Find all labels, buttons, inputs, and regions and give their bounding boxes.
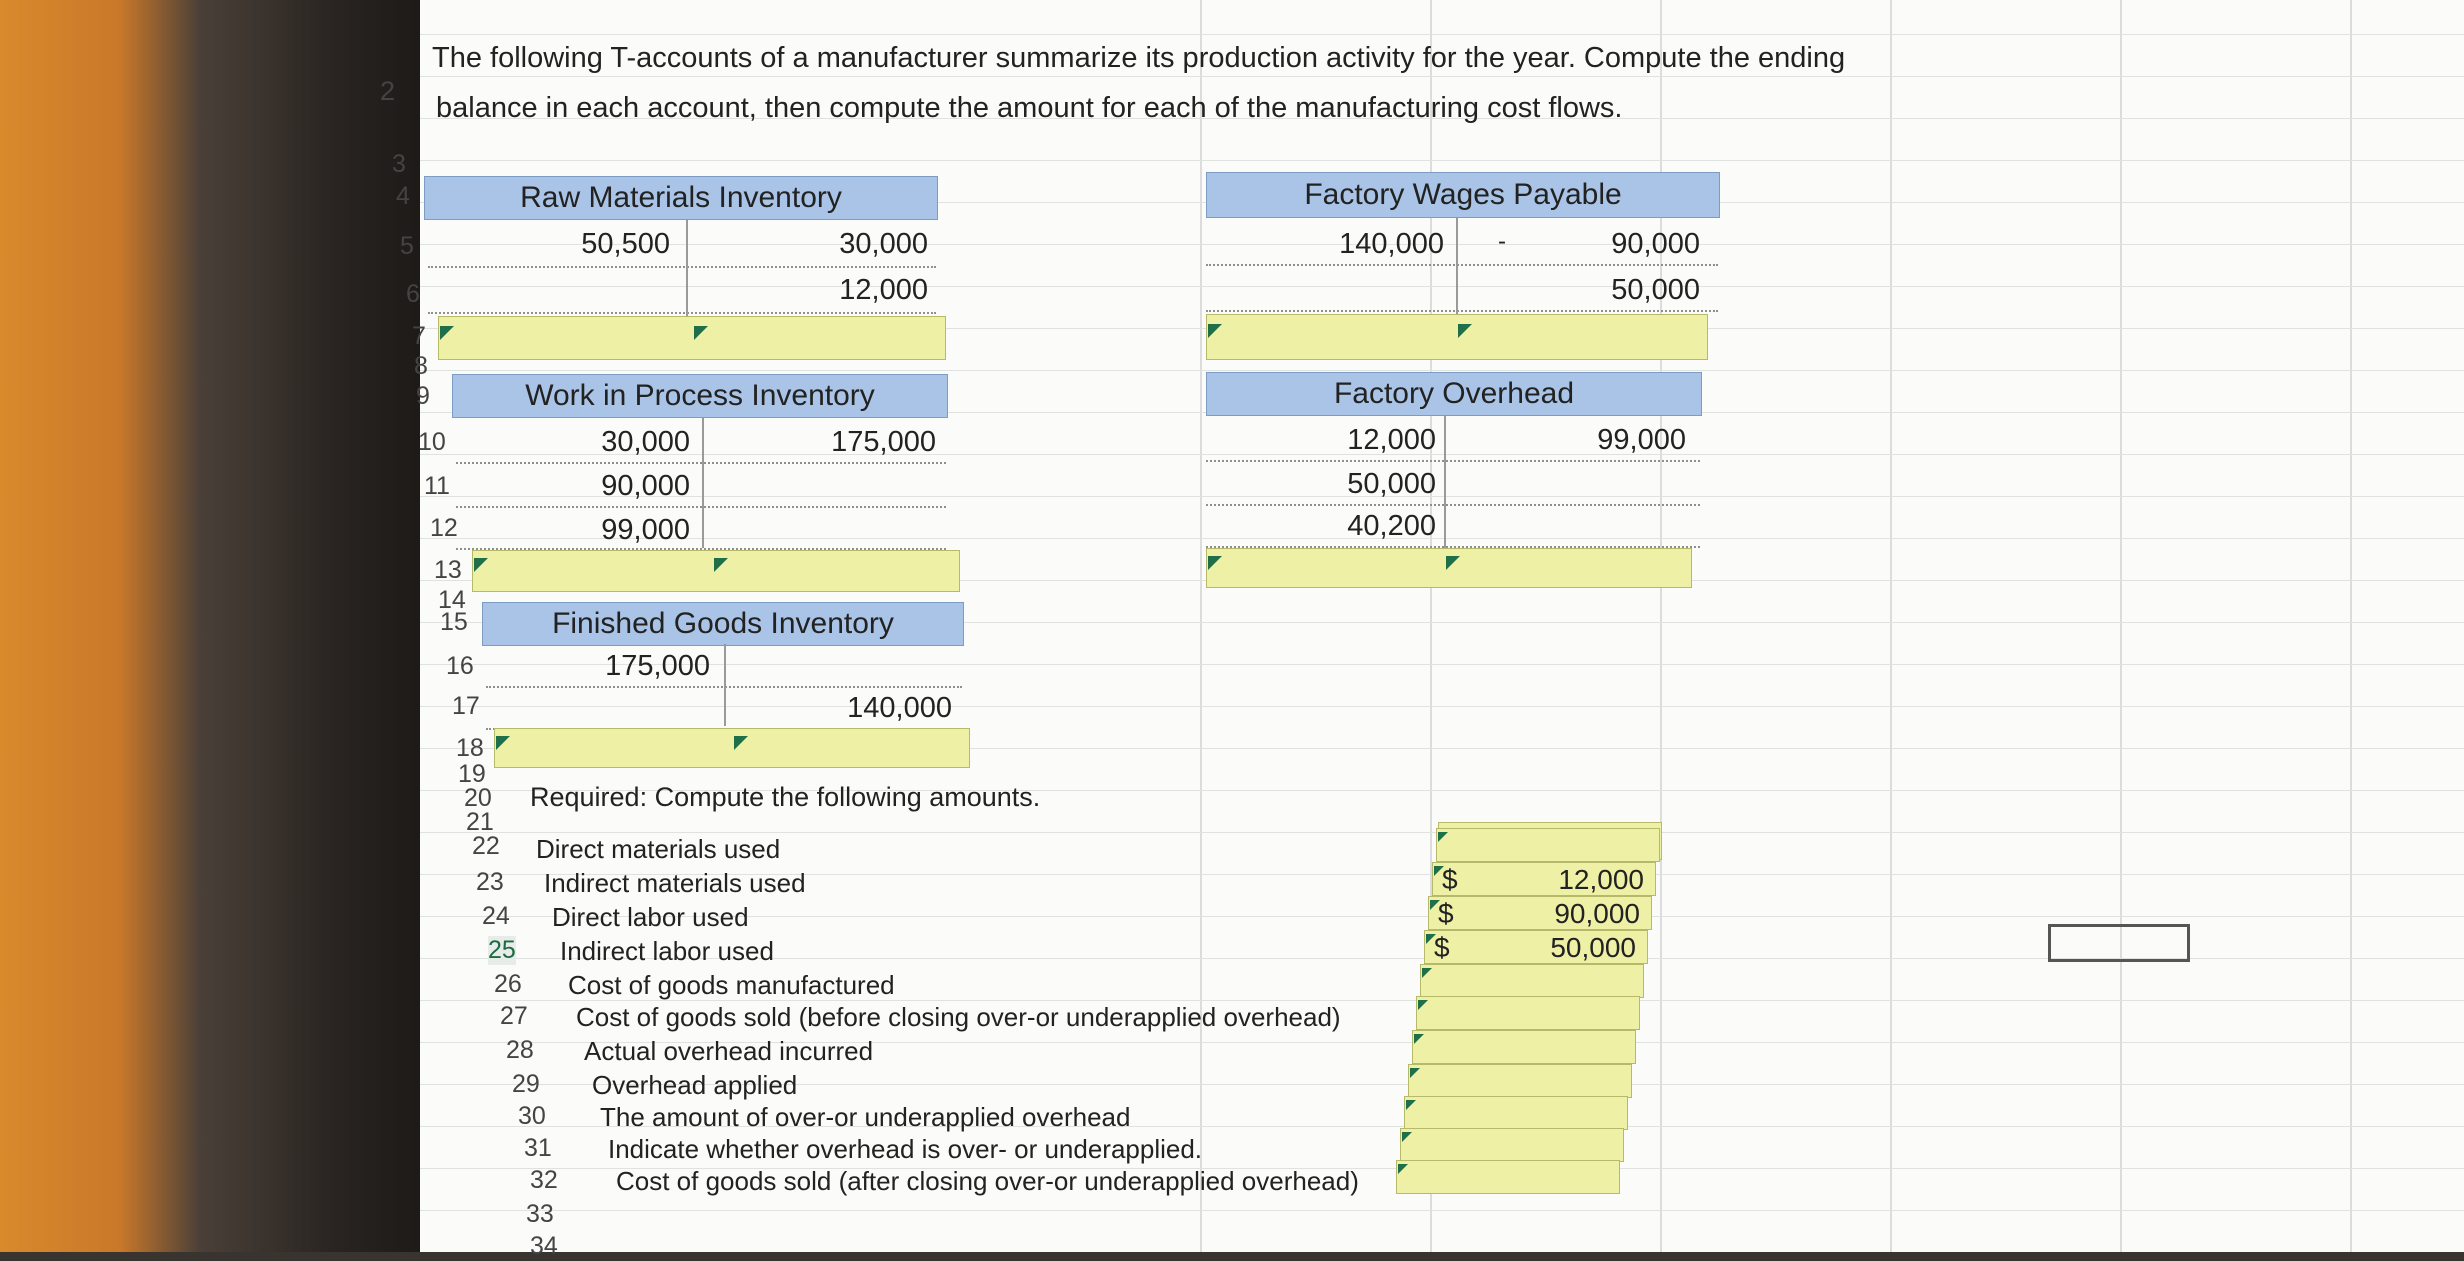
raw-materials-credit[interactable]: 30,000 [839, 228, 928, 260]
factory-wages-ending-balance[interactable] [1206, 314, 1708, 360]
row-number: 27 [500, 1002, 528, 1030]
wip-credit[interactable]: 175,000 [831, 426, 936, 458]
required-item-label: Cost of goods manufactured [568, 970, 895, 1000]
answer-cell[interactable] [1408, 1064, 1632, 1098]
raw-materials-credit[interactable]: 12,000 [839, 274, 928, 306]
row-number: 30 [518, 1102, 546, 1130]
currency-symbol: $ [1438, 898, 1454, 929]
required-item-label: Indicate whether overhead is over- or underapplied. [608, 1134, 1203, 1164]
row-number: 7 [412, 322, 426, 350]
row-number: 18 [456, 734, 484, 762]
factory-overhead-credit[interactable]: 99,000 [1597, 424, 1686, 456]
row-number: 21 [466, 808, 494, 836]
row-number: 24 [482, 902, 510, 930]
comment-marker-icon [694, 326, 708, 340]
row-number: 13 [434, 556, 462, 584]
comment-marker-icon [1208, 324, 1222, 338]
finished-goods-debit[interactable]: 175,000 [605, 650, 710, 682]
row-number: 2 [380, 76, 396, 106]
required-item-label: Direct labor used [552, 902, 749, 932]
answer-cell[interactable] [1404, 1096, 1628, 1130]
t-account-divider [702, 418, 704, 548]
answer-cell[interactable] [1396, 1160, 1620, 1194]
raw-materials-ending-balance[interactable] [438, 316, 946, 360]
comment-marker-icon [1406, 1100, 1416, 1110]
comment-marker-icon [1438, 832, 1448, 842]
wip-header[interactable]: Work in Process Inventory [452, 374, 948, 418]
factory-wages-header[interactable]: Factory Wages Payable [1206, 172, 1720, 218]
row-number: 16 [446, 652, 474, 680]
comment-marker-icon [734, 736, 748, 750]
comment-marker-icon [714, 558, 728, 572]
t-account-divider [724, 644, 726, 726]
answer-value[interactable]: 50,000 [1550, 932, 1636, 963]
required-item-label: Cost of goods sold (before closing over-or underapplied overhead) [576, 1002, 1341, 1032]
row-number: 4 [396, 182, 410, 210]
factory-wages-credit[interactable]: 50,000 [1611, 274, 1700, 306]
row-number: 29 [512, 1070, 540, 1098]
row-number: 11 [424, 472, 450, 500]
required-item-label: Cost of goods sold (after closing over-or underapplied overhead) [616, 1166, 1359, 1196]
wip-debit[interactable]: 99,000 [601, 514, 690, 546]
row-number: 26 [494, 970, 522, 998]
wip-debit[interactable]: 90,000 [601, 470, 690, 502]
comment-marker-icon [1458, 324, 1472, 338]
answer-cell[interactable] [1416, 996, 1640, 1030]
row-number: 9 [416, 382, 430, 410]
comment-marker-icon [1402, 1132, 1412, 1142]
row-number: 28 [506, 1036, 534, 1064]
wip-debit[interactable]: 30,000 [601, 426, 690, 458]
finished-goods-ending-balance[interactable] [494, 728, 970, 768]
row-number: 17 [452, 692, 480, 720]
required-heading: Required: Compute the following amounts. [530, 782, 1041, 812]
row-number: 6 [406, 280, 420, 308]
factory-overhead-debit[interactable]: 50,000 [1347, 468, 1436, 500]
answer-cell[interactable] [1420, 964, 1644, 998]
factory-overhead-debit[interactable]: 12,000 [1347, 424, 1436, 456]
comment-marker-icon [1422, 968, 1432, 978]
required-item-label: The amount of over-or underapplied overhead [600, 1102, 1131, 1132]
answer-value[interactable]: 12,000 [1558, 864, 1644, 895]
row-number: 34 [530, 1232, 558, 1260]
required-item-label: Indirect labor used [560, 936, 774, 966]
row-number: 3 [392, 150, 406, 178]
currency-symbol: $ [1434, 932, 1450, 963]
row-number: 10 [418, 428, 446, 456]
row-number: 14 [438, 586, 466, 614]
row-number: 25 [488, 936, 516, 964]
answer-cell[interactable] [1400, 1128, 1624, 1162]
intro-line-1: The following T-accounts of a manufacturer summarize its production activity for the year. Compute the ending [432, 42, 1846, 74]
comment-marker-icon [1414, 1034, 1424, 1044]
answer-cell[interactable] [1436, 828, 1660, 862]
row-number: 33 [526, 1200, 554, 1228]
comment-marker-icon [1446, 556, 1460, 570]
comment-marker-icon [1398, 1164, 1408, 1174]
factory-wages-credit[interactable]: 90,000 [1611, 228, 1700, 260]
comment-marker-icon [496, 736, 510, 750]
factory-overhead-debit[interactable]: 40,200 [1347, 510, 1436, 542]
required-item-label: Actual overhead incurred [584, 1036, 874, 1066]
answer-cell[interactable] [1412, 1030, 1636, 1064]
comment-marker-icon [1208, 556, 1222, 570]
row-number: 22 [472, 832, 500, 860]
comment-marker-icon [474, 558, 488, 572]
row-number: 19 [458, 760, 486, 788]
t-account-divider [686, 220, 688, 316]
row-number: 31 [524, 1134, 552, 1162]
t-account-divider [1456, 218, 1458, 314]
comment-marker-icon [1410, 1068, 1420, 1078]
factory-overhead-header[interactable]: Factory Overhead [1206, 372, 1702, 416]
required-item-label: Overhead applied [592, 1070, 798, 1100]
row-number: 5 [400, 232, 414, 260]
comment-marker-icon [440, 326, 454, 340]
row-number: 15 [440, 608, 468, 636]
required-item-label: Direct materials used [536, 834, 781, 864]
selected-cell[interactable] [2048, 924, 2190, 962]
required-item-label: Indirect materials used [544, 868, 806, 898]
row-number: 32 [530, 1166, 558, 1194]
raw-materials-header[interactable]: Raw Materials Inventory [424, 176, 938, 220]
row-number: 20 [464, 784, 492, 812]
answer-value[interactable]: 90,000 [1554, 898, 1640, 929]
currency-symbol: $ [1442, 864, 1458, 895]
row-number: 12 [430, 514, 458, 542]
finished-goods-header[interactable]: Finished Goods Inventory [482, 602, 964, 646]
cell-mark: - [1498, 228, 1506, 255]
raw-materials-debit[interactable]: 50,500 [581, 228, 670, 260]
factory-wages-debit[interactable]: 140,000 [1339, 228, 1444, 260]
comment-marker-icon [1418, 1000, 1428, 1010]
intro-line-2: balance in each account, then compute the amount for each of the manufacturing cost flows. [436, 92, 1623, 124]
t-account-divider [1444, 416, 1446, 548]
finished-goods-credit[interactable]: 140,000 [847, 692, 952, 724]
row-number: 8 [414, 352, 428, 380]
row-number: 23 [476, 868, 504, 896]
